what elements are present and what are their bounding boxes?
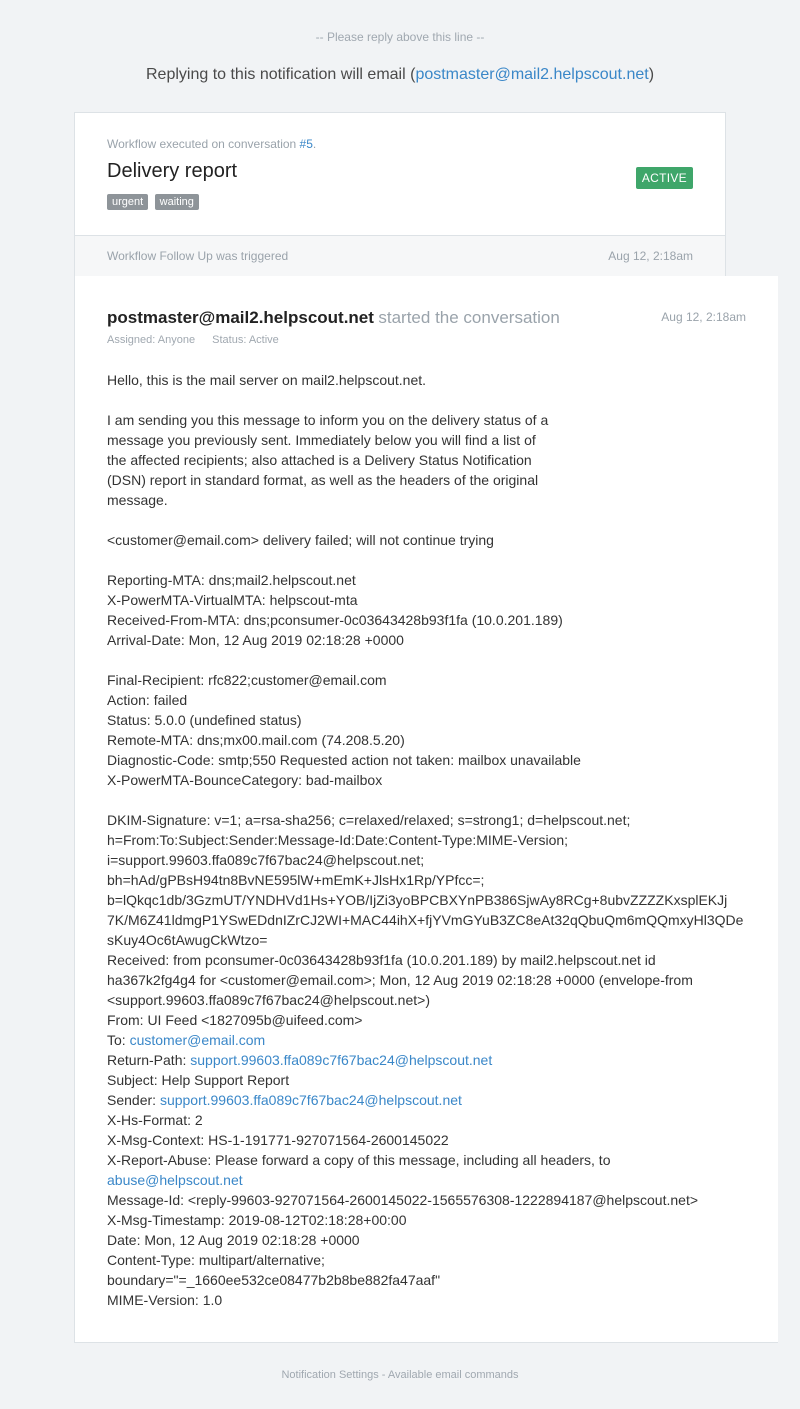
body-line: Final-Recipient: rfc822;customer@email.com: [107, 672, 387, 688]
reply-notice: [0, 66, 800, 84]
to-label: To:: [107, 1032, 130, 1048]
email-commands-link[interactable]: Available email commands: [387, 1369, 519, 1381]
to-line: [107, 1030, 757, 1050]
body-line: i=support.99603.ffa089c7f67bac24@helpscout.net;: [107, 852, 425, 868]
body-line: Diagnostic-Code: smtp;550 Requested action not taken: mailbox unavailable: [107, 752, 581, 768]
message-body: [107, 370, 757, 1310]
reply-notice-suffix: ): [648, 66, 655, 83]
body-spacer: [107, 510, 757, 530]
tag-urgent[interactable]: urgent: [107, 194, 148, 210]
body-line: Hello, this is the mail server on mail2.helpscout.net.: [107, 372, 427, 388]
workflow-executed-text: Workflow executed on conversation: [107, 137, 300, 151]
body-line: sKuy4Oc6tAwugCkWtzo=: [107, 932, 268, 948]
conversation-sender: postmaster@mail2.helpscout.net: [107, 308, 374, 327]
hs-format-line: X-Hs-Format: 2: [107, 1112, 203, 1128]
report-abuse-line: X-Report-Abuse: Please forward a copy of this message, including all headers, to: [107, 1152, 611, 1168]
body-line: ha367k2fg4g4 for <customer@email.com>; Mon, 12 Aug 2019 02:18:28 +0000 (envelope-from: [107, 972, 693, 988]
assigned-label: Assigned: Anyone: [107, 334, 196, 346]
footer-separator: -: [378, 1369, 388, 1381]
reply-above-line: -- Please reply above this line --: [315, 30, 485, 44]
body-line: boundary="=_1660ee532ce08477b2b8be882fa47aaf": [107, 1272, 441, 1288]
body-line: Reporting-MTA: dns;mail2.helpscout.net: [107, 572, 356, 588]
workflow-trigger-text: Workflow Follow Up was triggered: [107, 249, 289, 263]
body-line: 7K/M6Z41ldmgP1YSwEDdnIZrCJ2WI+MAC44ihX+fjYVmGYuB3ZC8eAt32qQbuQm6mQQmxyHl3QDe: [107, 912, 744, 928]
body-line: message.: [107, 492, 168, 508]
body-line: Message-Id: <reply-99603-927071564-2600145022-1565576308-1222894187@helpscout.net>: [107, 1192, 699, 1208]
footer: [0, 1369, 800, 1381]
subject-line: Subject: Help Support Report: [107, 1072, 290, 1088]
sender-email-link[interactable]: support.99603.ffa089c7f67bac24@helpscout.net: [159, 1092, 462, 1108]
workflow-trigger-row: [75, 235, 725, 276]
body-line: Received-From-MTA: dns;pconsumer-0c03643428b93f1fa (10.0.201.189): [107, 612, 563, 628]
workflow-executed-note: [107, 137, 693, 151]
return-path-label: Return-Path:: [107, 1052, 191, 1068]
body-line: Action: failed: [107, 692, 188, 708]
body-line: the affected recipients; also attached is a Delivery Status Notification: [107, 452, 532, 468]
body-line: X-Msg-Timestamp: 2019-08-12T02:18:28+00:00: [107, 1212, 407, 1228]
body-line: bh=hAd/gPBsH94tn8BvNE595lW+mEmK+JlsHx1Rp/YPfcc=;: [107, 872, 485, 888]
status-label: Status: Active: [212, 334, 279, 346]
return-path-line: [107, 1050, 757, 1070]
workflow-card: [74, 112, 726, 277]
body-line: <support.99603.ffa089c7f67bac24@helpscout.net>): [107, 992, 430, 1008]
body-line: DKIM-Signature: v=1; a=rsa-sha256; c=relaxed/relaxed; s=strong1; d=helpscout.net;: [107, 812, 631, 828]
body-line: message you previously sent. Immediately below you will find a list of: [107, 432, 536, 448]
conversation-time: Aug 12, 2:18am: [661, 310, 746, 324]
workflow-executed-end: .: [312, 137, 317, 151]
body-line: From: UI Feed <1827095b@uifeed.com>: [107, 1012, 363, 1028]
body-line: b=lQkqc1db/3GzmUT/YNDHVd1Hs+YOB/IjZi3yoBPCBXYnPB386SjwAy8RCg+8ubvZZZZKxsplEKJj: [107, 892, 728, 908]
body-line: <customer@email.com> delivery failed; will not continue trying: [107, 532, 494, 548]
status-badge: ACTIVE: [636, 167, 693, 189]
reply-notice-prefix: Replying to this notification will email (: [145, 66, 416, 83]
body-line: (DSN) report in standard format, as well as the headers of the original: [107, 472, 539, 488]
notification-settings-link[interactable]: Notification Settings: [281, 1369, 379, 1381]
conversation-card: [74, 276, 778, 1343]
sender-label: Sender:: [107, 1092, 160, 1108]
body-line: Content-Type: multipart/alternative;: [107, 1252, 325, 1268]
body-line: Remote-MTA: dns;mx00.mail.com (74.208.5.20): [107, 732, 405, 748]
body-line: X-PowerMTA-VirtualMTA: helpscout-mta: [107, 592, 358, 608]
reply-email-link[interactable]: postmaster@mail2.helpscout.net: [415, 66, 649, 83]
tag-list: [107, 192, 693, 210]
body-spacer: [107, 550, 757, 570]
body-spacer: [107, 650, 757, 670]
return-path-email-link[interactable]: support.99603.ffa089c7f67bac24@helpscout.net: [190, 1052, 493, 1068]
message-tail-lines: [107, 1190, 757, 1310]
abuse-email-link[interactable]: abuse@helpscout.net: [107, 1172, 243, 1188]
body-line: I am sending you this message to inform you on the delivery status of a: [107, 412, 549, 428]
workflow-title: Delivery report: [107, 160, 238, 182]
workflow-trigger-time: Aug 12, 2:18am: [608, 249, 693, 263]
to-email-link[interactable]: customer@email.com: [129, 1032, 266, 1048]
workflow-card-header: [75, 113, 725, 235]
body-spacer: [107, 790, 757, 810]
body-line: h=From:To:Subject:Sender:Message-Id:Date:Content-Type:MIME-Version;: [107, 832, 569, 848]
body-line: Arrival-Date: Mon, 12 Aug 2019 02:18:28 +0000: [107, 632, 404, 648]
sender-line: [107, 1090, 757, 1110]
body-spacer: [107, 390, 757, 410]
tag-waiting[interactable]: waiting: [155, 194, 199, 210]
conversation-action: started the conversation: [378, 308, 560, 327]
message-body-lines: [107, 370, 757, 1030]
body-line: X-PowerMTA-BounceCategory: bad-mailbox: [107, 772, 383, 788]
abuse-email-line: [107, 1170, 757, 1190]
conversation-meta: [107, 334, 747, 346]
body-line: Status: 5.0.0 (undefined status): [107, 712, 302, 728]
body-line: Received: from pconsumer-0c03643428b93f1fa (10.0.201.189) by mail2.helpscout.net id: [107, 952, 656, 968]
conversation-link[interactable]: #5: [299, 137, 313, 151]
body-line: MIME-Version: 1.0: [107, 1292, 223, 1308]
msg-context-line: X-Msg-Context: HS-1-191771-927071564-2600145022: [107, 1132, 449, 1148]
body-line: Date: Mon, 12 Aug 2019 02:18:28 +0000: [107, 1232, 360, 1248]
conversation-header: [107, 308, 747, 346]
